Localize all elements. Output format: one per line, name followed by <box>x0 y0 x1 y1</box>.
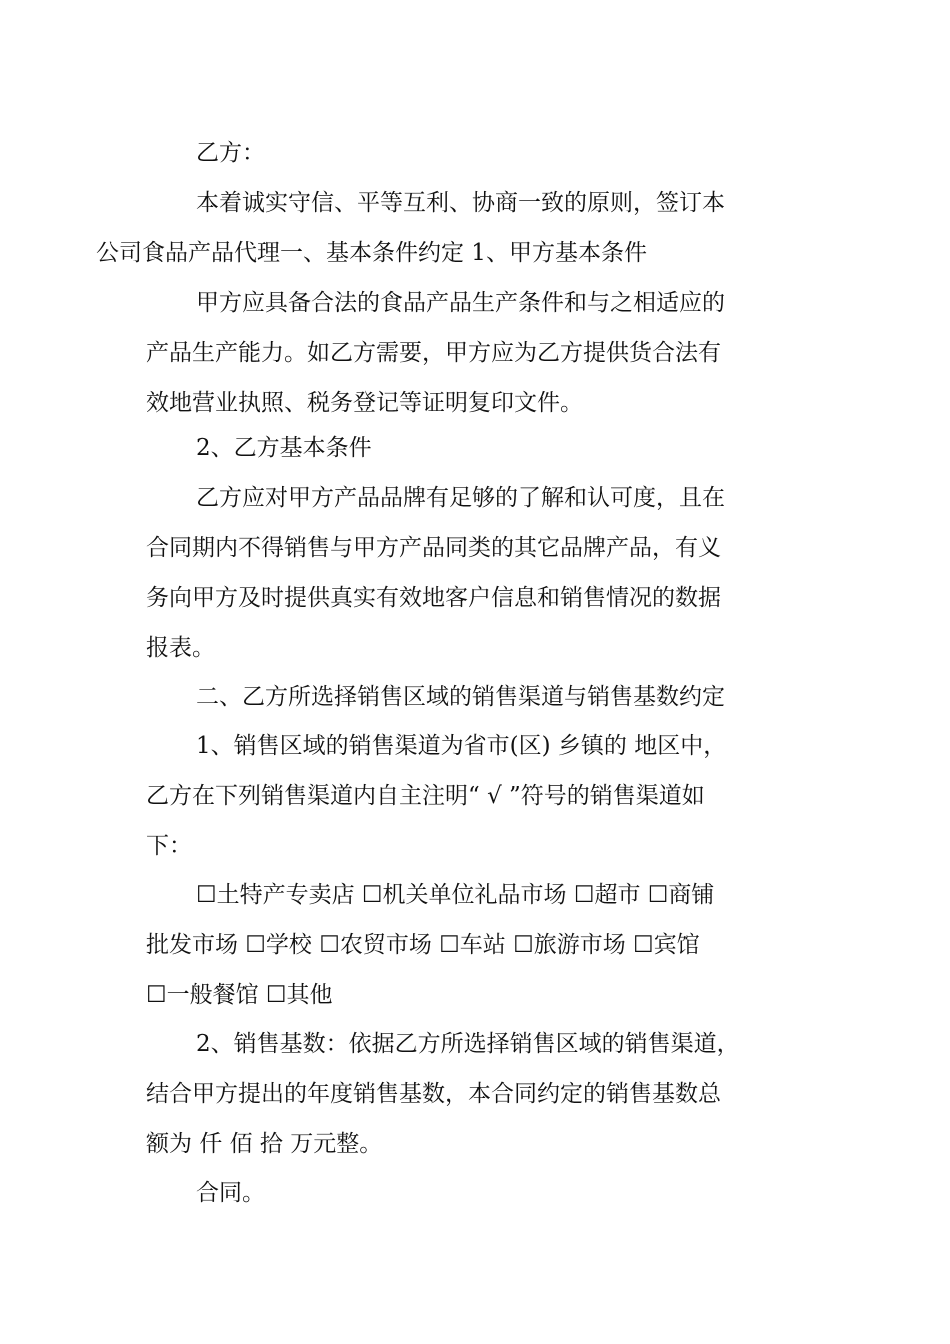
paragraph-party-b-label <box>146 128 806 178</box>
text-line: ☐土特产专卖店 ☐机关单位礼品市场 ☐超市 ☐商铺 <box>196 882 715 908</box>
paragraph-party-a-conditions <box>146 278 806 428</box>
text-line: 合同。 <box>196 1180 265 1206</box>
paragraph-sales-base <box>146 1019 806 1169</box>
text-line: 结合甲方提出的年度销售基数，本合同约定的销售基数总 <box>146 1081 721 1107</box>
text-line: 报表。 <box>146 635 215 661</box>
text-line: 额为 仟 佰 拾 万元整。 <box>146 1131 383 1157</box>
text-line: 合同期内不得销售与甲方产品同类的其它品牌产品，有义 <box>146 535 721 561</box>
text-line: 2、销售基数：依据乙方所选择销售区域的销售渠道， <box>196 1031 740 1057</box>
text-line: 效地营业执照、税务登记等证明复印文件。 <box>146 390 583 416</box>
text-line: 甲方应具备合法的食品产品生产条件和与之相适应的 <box>196 290 725 316</box>
text-line: 本着诚实守信、平等互利、协商一致的原则，签订本 <box>196 190 725 216</box>
text-line: 2、乙方基本条件 <box>196 435 372 461</box>
paragraph-preamble <box>96 178 806 278</box>
text-line: ☐一般餐馆 ☐其他 <box>146 982 333 1008</box>
text-line: 批发市场 ☐学校 ☐农贸市场 ☐车站 ☐旅游市场 ☐宾馆 <box>146 932 700 958</box>
paragraph-channel-checkboxes <box>146 870 806 1020</box>
text-line: 务向甲方及时提供真实有效地客户信息和销售情况的数据 <box>146 585 721 611</box>
paragraph-contract-end <box>146 1168 806 1218</box>
paragraph-sales-channels <box>146 721 806 871</box>
text-line: 乙方： <box>196 140 265 166</box>
paragraph-party-b-conditions <box>146 473 806 673</box>
text-line: 乙方应对甲方产品品牌有足够的了解和认可度，且在 <box>196 485 725 511</box>
paragraph-party-b-heading <box>146 423 806 473</box>
paragraph-section-two-heading <box>146 672 806 722</box>
text-line: 公司食品产品代理一、基本条件约定 1、甲方基本条件 <box>96 240 647 266</box>
text-line: 二、乙方所选择销售区域的销售渠道与销售基数约定 <box>196 684 725 710</box>
text-line: 1、销售区域的销售渠道为省市(区) 乡镇的 地区中， <box>196 733 727 759</box>
text-line: 乙方在下列销售渠道内自主注明“ √ ”符号的销售渠道如 <box>146 783 705 809</box>
text-line: 下： <box>146 833 192 859</box>
text-line: 产品生产能力。如乙方需要，甲方应为乙方提供货合法有 <box>146 340 721 366</box>
